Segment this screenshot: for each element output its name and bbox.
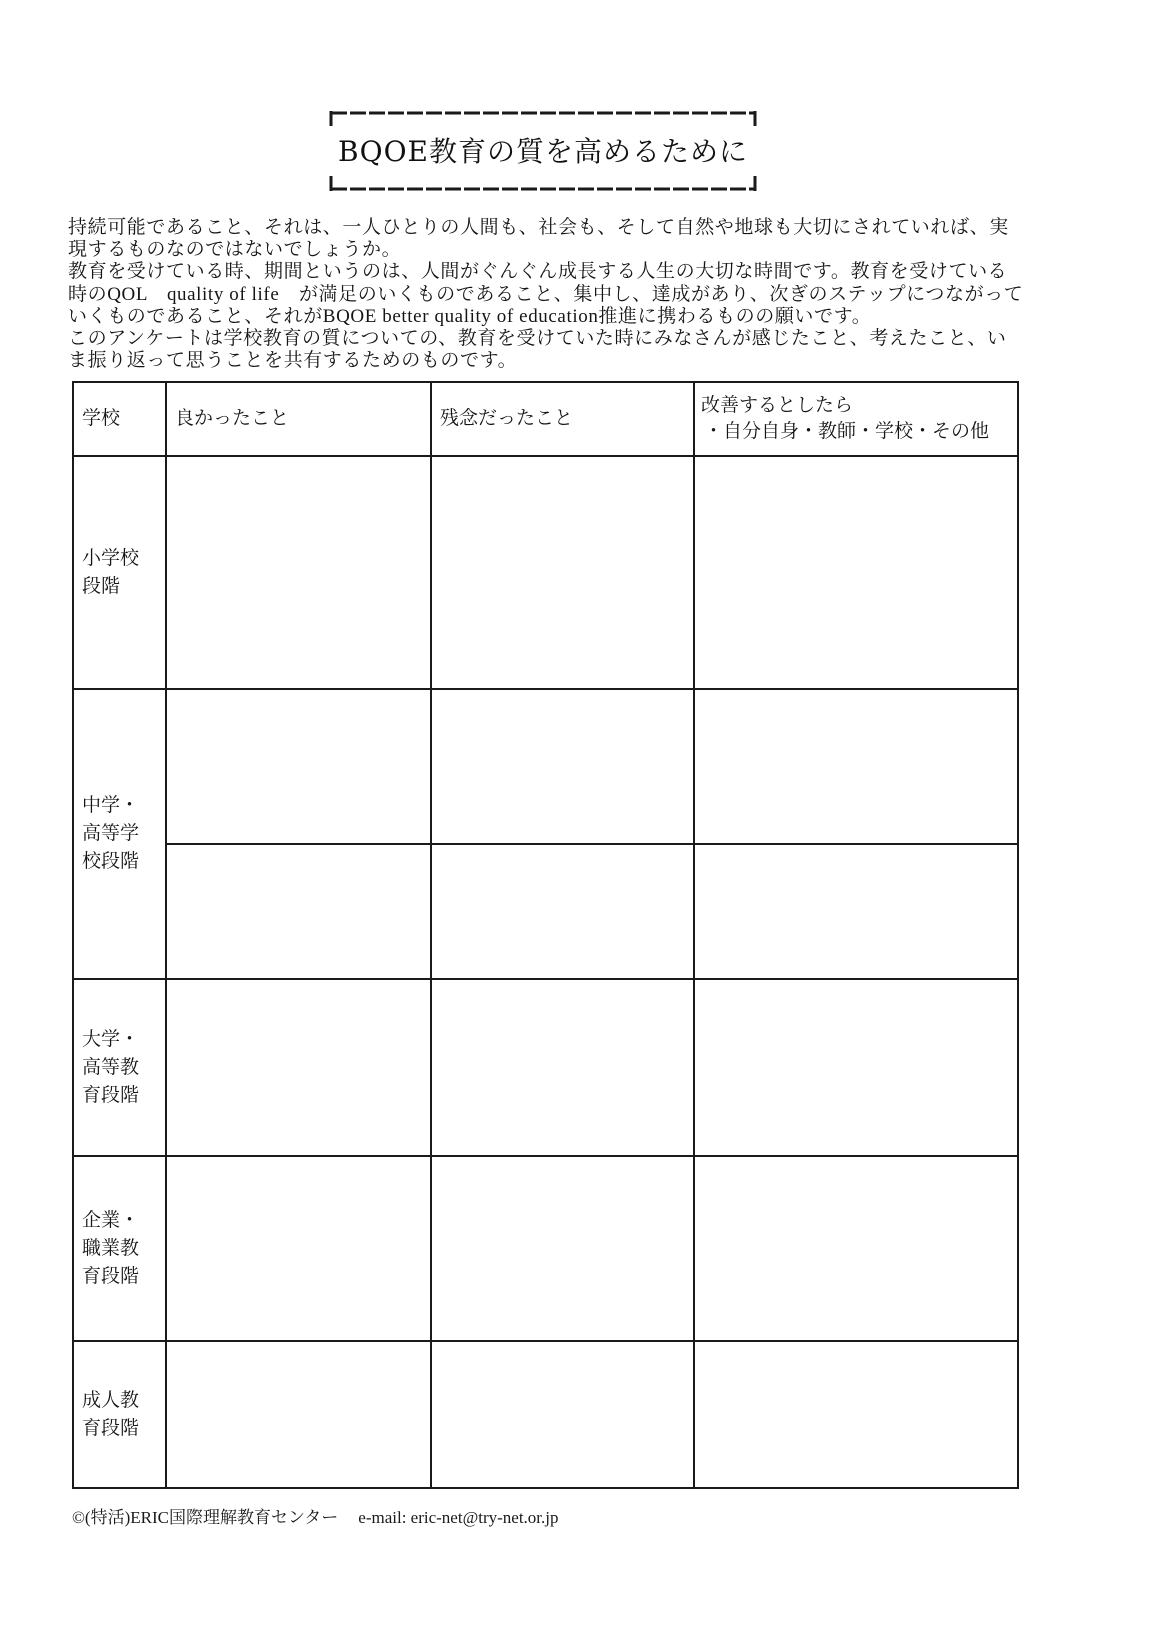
answer-cell-high-school-improve [694,844,1018,979]
intro-line: いくものであること、それがBQOE better quality of education推進に携わるものの願いです。 [68,305,872,327]
answer-cell-adult-education-regret [431,1341,694,1488]
row-label-line: 段階 [82,575,121,597]
header-good-label: 良かったこと [175,408,290,429]
header-improve [694,382,1018,456]
row-label-higher-education [73,979,166,1156]
table-row-adult-education [73,1341,1018,1488]
row-label-line: 育段階 [82,1084,140,1106]
answer-cell-junior-high-good [166,689,431,844]
row-label-line: 大学・ [82,1028,140,1050]
row-label-line: 職業教 [82,1237,140,1259]
row-label-line: 育段階 [82,1417,140,1439]
intro-line: ま振り返って思うことを共有するためのものです。 [68,350,518,372]
row-label-adult-education [73,1341,166,1488]
table-row-elementary [73,456,1018,689]
answer-cell-vocational-good [166,1156,431,1341]
footer-email: e-mail: eric-net@try-net.or.jp [358,1508,559,1527]
row-label-line: 成人教 [82,1389,140,1411]
table-row-vocational [73,1156,1018,1341]
answer-cell-higher-education-improve [694,979,1018,1156]
header-regret [431,382,694,456]
header-improve-sublabel: ・自分自身・教師・学校・その他 [704,421,990,442]
answer-cell-vocational-regret [431,1156,694,1341]
row-label-vocational [73,1156,166,1341]
footer [72,1503,559,1528]
answer-cell-junior-high-improve [694,689,1018,844]
row-label-line: 高等教 [82,1056,140,1078]
header-regret-label: 残念だったこと [440,408,574,429]
intro-paragraph [68,217,1068,372]
header-school-label: 学校 [82,408,121,429]
row-label-line: 高等学 [82,823,140,844]
answer-cell-elementary-good [166,456,431,689]
table-header-row [73,382,1018,456]
row-label-secondary [73,689,166,979]
table-row-secondary-b [73,844,1018,979]
intro-line: 教育を受けている時、期間というのは、人間がぐんぐん成長する人生の大切な時間です。教育を受けている [68,261,1008,283]
answer-cell-elementary-regret [431,456,694,689]
answer-cell-higher-education-good [166,979,431,1156]
header-good [166,382,431,456]
footer-organization: ©(特活)ERIC国際理解教育センター [72,1508,339,1527]
intro-line: 持続可能であること、それは、一人ひとりの人間も、社会も、そして自然や地球も大切にされていれば、実 [68,217,1009,238]
table-row-higher-education [73,979,1018,1156]
intro-line: 現するものなのではないでしょうか。 [68,239,402,261]
header-school [73,382,166,456]
header-improve-label: 改善するとしたら [701,395,854,416]
row-label-line: 育段階 [82,1265,140,1287]
row-label-line: 中学・ [82,795,140,816]
answer-cell-adult-education-improve [694,1341,1018,1488]
row-label-line: 企業・ [82,1209,140,1231]
row-label-elementary [73,456,166,689]
answer-cell-high-school-good [166,844,431,979]
answer-cell-adult-education-good [166,1341,431,1488]
intro-line: 時のQOL quality of life が満足のいくものであること、集中し、達成があり、次ぎのステップにつながって [68,283,1024,305]
answer-cell-vocational-improve [694,1156,1018,1341]
table-row-secondary-a [73,689,1018,844]
row-label-line: 小学校 [82,547,140,569]
page-title: BQOE教育の質を高めるために [338,135,748,168]
answer-cell-junior-high-regret [431,689,694,844]
answer-cell-elementary-improve [694,456,1018,689]
questionnaire-table [72,381,1019,1489]
intro-line: このアンケートは学校教育の質についての、教育を受けていた時にみなさんが感じたこと、考えたこと、い [68,327,1007,349]
answer-cell-higher-education-regret [431,979,694,1156]
row-label-line: 校段階 [82,851,140,872]
answer-cell-high-school-regret [431,844,694,979]
